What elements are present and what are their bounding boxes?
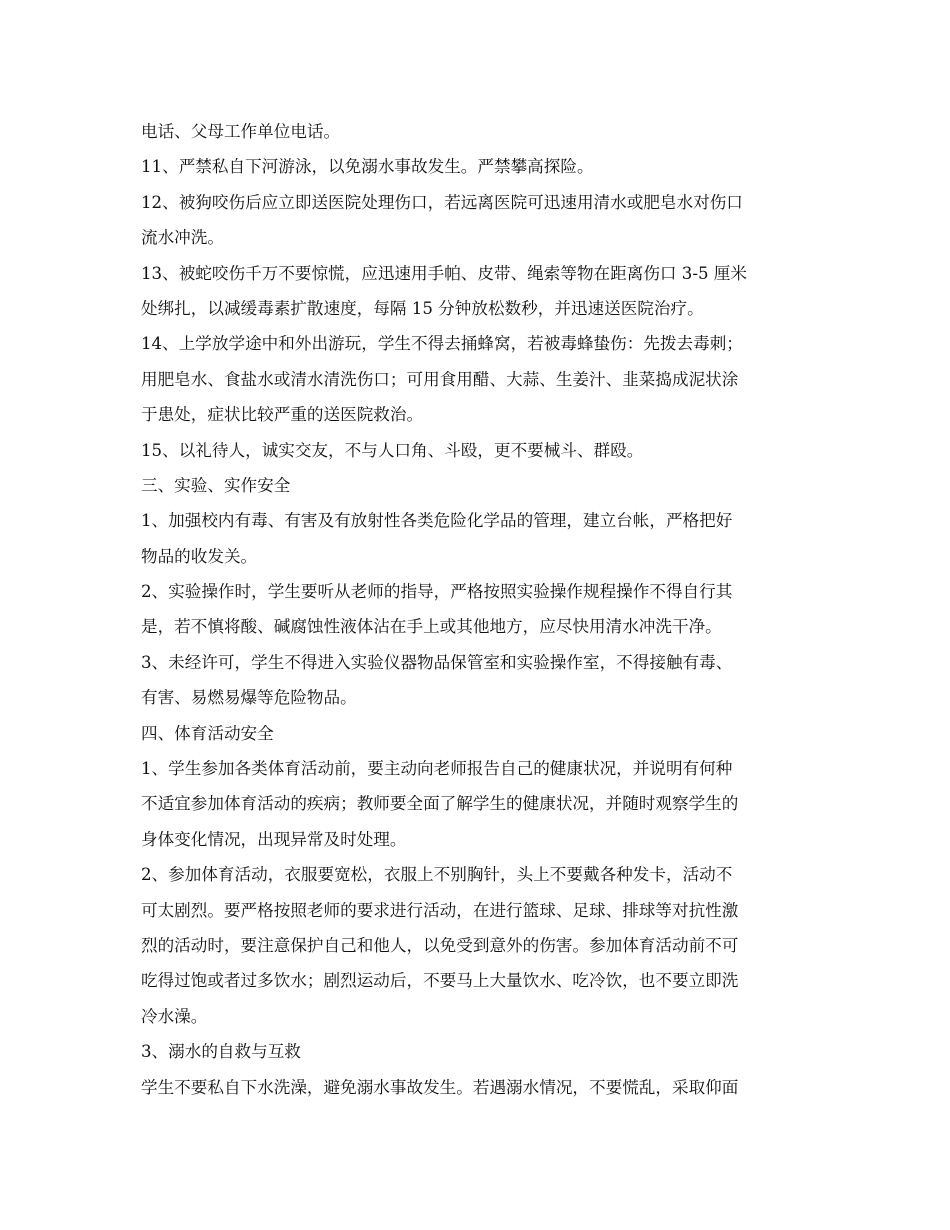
- text-line: 15、以礼待人，诚实交友，不与人口角、斗殴，更不要械斗、群殴。: [141, 440, 644, 460]
- text-line: 不适宜参加体育活动的疾病；教师要全面了解学生的健康状况，并随时观察学生的: [141, 794, 739, 814]
- text-line: 物品的收发关。: [141, 546, 258, 566]
- text-line: 11、严禁私自下河游泳，以免溺水事故发生。严禁攀高探险。: [141, 157, 594, 177]
- text-line: 1、学生参加各类体育活动前，要主动向老师报告自己的健康状况，并说明有何种: [141, 759, 733, 779]
- text-line: 电话、父母工作单位电话。: [141, 122, 341, 141]
- text-line: 处绑扎，以减缓毒素扩散速度，每隔 15 分钟放松数秒，并迅速送医院治疗。: [141, 298, 704, 318]
- text-line: 是，若不慎将酸、碱腐蚀性液体沾在手上或其他地方，应尽快用清水冲洗干净。: [141, 617, 722, 637]
- text-line: 2、实验操作时，学生要听从老师的指导，严格按照实验操作规程操作不得自行其: [141, 582, 733, 602]
- text-line: 用肥皂水、食盐水或清水清洗伤口；可用食用醋、大蒜、生姜汁、韭菜捣成泥状涂: [141, 369, 739, 389]
- text-line: 可太剧烈。要严格按照老师的要求进行活动，在进行篮球、足球、排球等对抗性激: [141, 900, 739, 920]
- text-line: 1、加强校内有毒、有害及有放射性各类危险化学品的管理，建立台帐，严格把好: [141, 511, 733, 531]
- text-line: 2、参加体育活动，衣服要宽松，衣服上不别胸针，头上不要戴各种发卡，活动不: [141, 865, 733, 885]
- text-line: 12、被狗咬伤后应立即送医院处理伤口，若远离医院可迅速用清水或肥皂水对伤口: [141, 192, 743, 212]
- text-line: 3、未经许可，学生不得进入实验仪器物品保管室和实验操作室，不得接触有毒、: [141, 652, 733, 672]
- document-body: [141, 114, 816, 1105]
- text-line: 有害、易燃易爆等危险物品。: [141, 688, 357, 708]
- subsection-heading: 3、溺水的自救与互救: [141, 1042, 301, 1062]
- text-line: 流水冲洗。: [141, 228, 224, 248]
- text-line: 吃得过饱或者过多饮水；剧烈运动后，不要马上大量饮水、吃冷饮，也不要立即洗: [141, 971, 739, 991]
- text-line: 身体变化情况，出现异常及时处理。: [141, 829, 407, 849]
- text-line: 冷水澡。: [141, 1006, 208, 1026]
- section-heading: 三、实验、实作安全: [141, 475, 291, 495]
- section-heading: 四、体育活动安全: [141, 723, 274, 743]
- text-line: 于患处，症状比较严重的送医院救治。: [141, 405, 424, 425]
- text-line: 14、上学放学途中和外出游玩，学生不得去捅蜂窝，若被毒蜂蛰伤：先拨去毒刺；: [141, 334, 743, 354]
- text-line: 学生不要私自下水洗澡，避免溺水事故发生。若遇溺水情况，不要慌乱，采取仰面: [141, 1077, 739, 1097]
- text-line: 烈的活动时，要注意保护自己和他人，以免受到意外的伤害。参加体育活动前不可: [141, 935, 739, 955]
- text-line: 13、被蛇咬伤千万不要惊慌，应迅速用手帕、皮带、绳索等物在距离伤口 3-5 厘米: [141, 263, 747, 283]
